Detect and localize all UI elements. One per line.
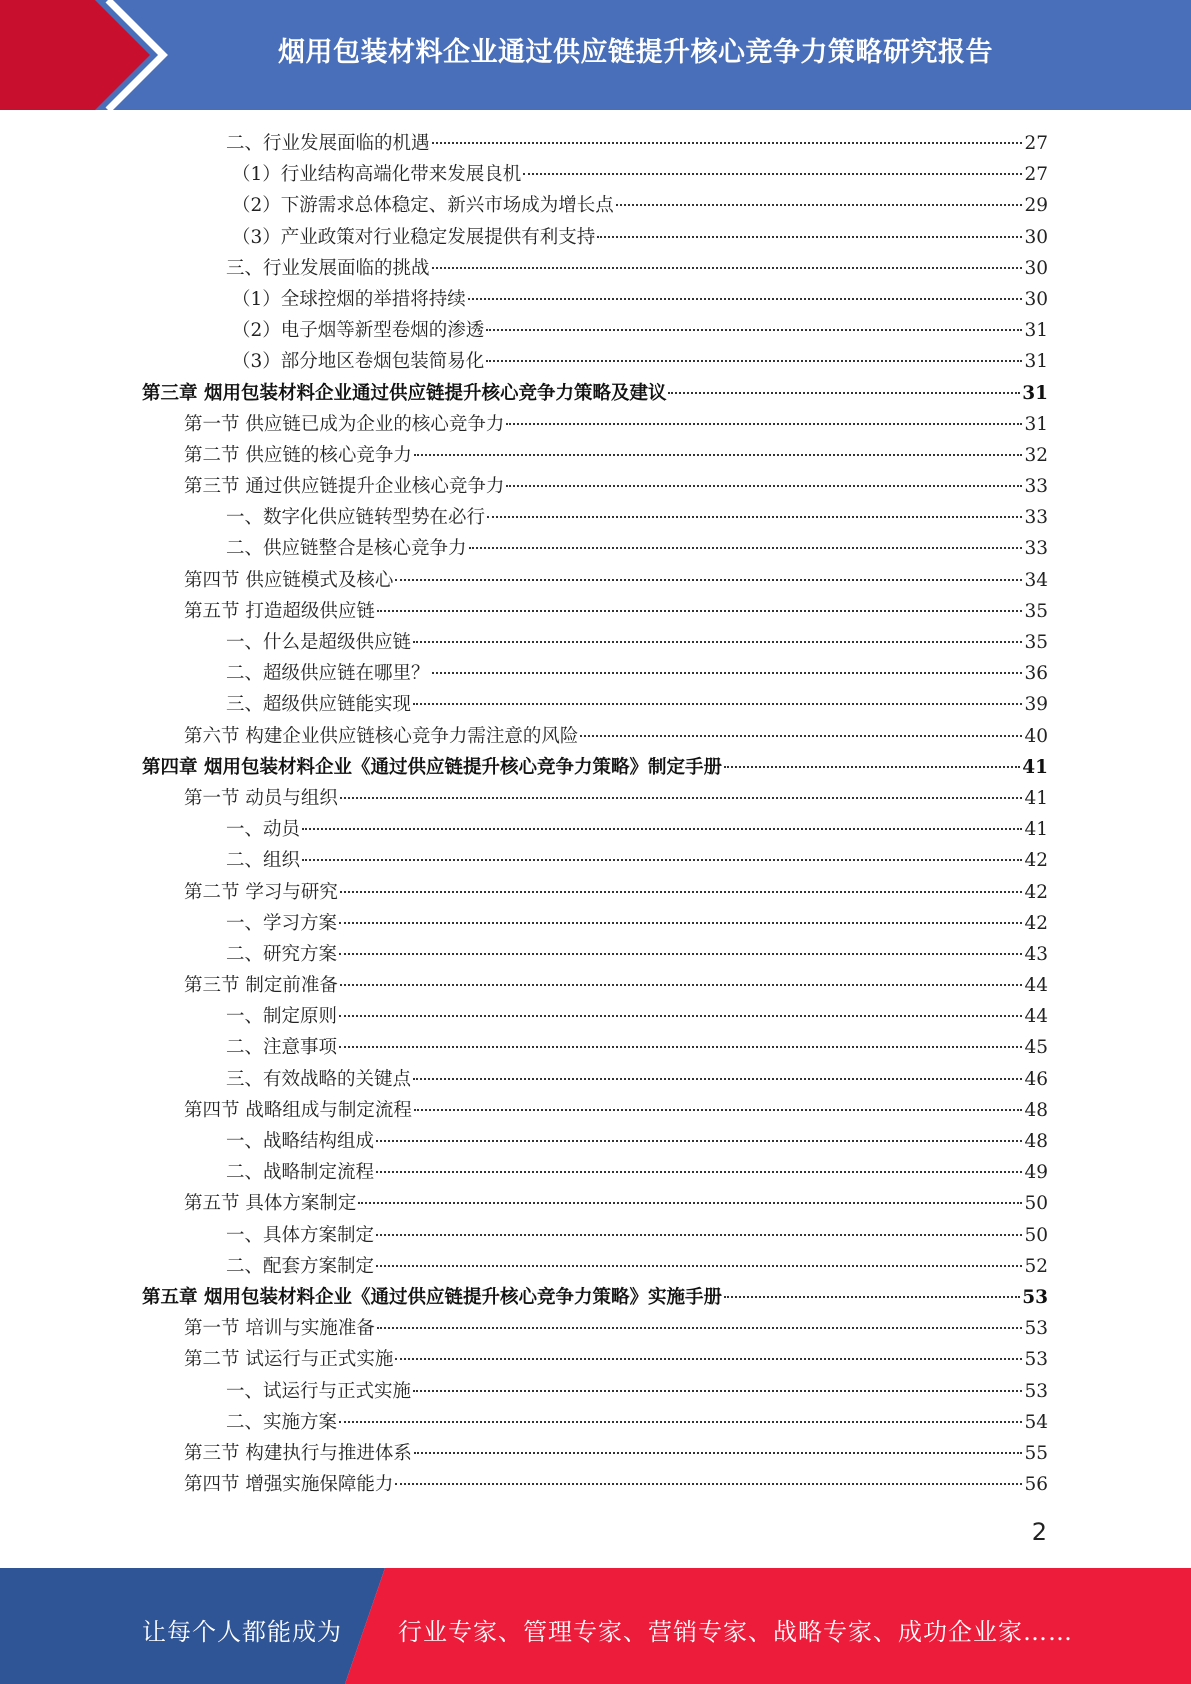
- toc-entry[interactable]: [142, 783, 1048, 814]
- toc-entry-label: 第四节 供应链模式及核心: [184, 569, 394, 591]
- toc-entry-page: 36: [1024, 663, 1048, 685]
- footer-slogan-left: 让每个人都能成为: [142, 1618, 342, 1646]
- toc-entry-label: 第三节 构建执行与推进体系: [184, 1442, 412, 1464]
- toc-entry[interactable]: [142, 752, 1048, 783]
- toc-entry-page: 34: [1024, 569, 1048, 591]
- toc-entry-page: 33: [1024, 476, 1048, 498]
- toc-entry-label: 第三节 通过供应链提升企业核心竞争力: [184, 476, 505, 498]
- toc-entry-page: 31: [1024, 320, 1048, 342]
- toc-entry[interactable]: [142, 1407, 1048, 1438]
- toc-entry-page: 53: [1024, 1349, 1048, 1371]
- toc-leader-dots: [468, 298, 1023, 300]
- toc-entry-page: 42: [1024, 850, 1048, 872]
- toc-leader-dots: [339, 1015, 1022, 1017]
- toc-entry[interactable]: [142, 1032, 1048, 1063]
- footer-slogan-right: 行业专家、管理专家、营销专家、战略专家、成功企业家……: [398, 1618, 1073, 1646]
- toc-entry[interactable]: [142, 877, 1048, 908]
- toc-entry-label: 第二节 学习与研究: [184, 881, 338, 903]
- toc-leader-dots: [413, 1390, 1022, 1392]
- toc-leader-dots: [414, 1452, 1023, 1454]
- toc-entry-label: 第四章 烟用包装材料企业《通过供应链提升核心竞争力策略》制定手册: [142, 756, 722, 778]
- toc-leader-dots: [597, 236, 1022, 238]
- toc-leader-dots: [414, 454, 1023, 456]
- toc-leader-dots: [358, 1202, 1022, 1204]
- toc-leader-dots: [340, 984, 1023, 986]
- toc-entry[interactable]: [142, 845, 1048, 876]
- toc-entry-label: （1）行业结构高端化带来发展良机: [232, 164, 522, 186]
- toc-entry-page: 48: [1024, 1099, 1048, 1121]
- toc-entry-page: 39: [1024, 694, 1048, 716]
- toc-entry-label: 一、具体方案制定: [226, 1224, 375, 1246]
- toc-entry-page: 44: [1024, 975, 1048, 997]
- toc-entry-label: （3）部分地区卷烟包装简易化: [232, 351, 485, 373]
- toc-entry[interactable]: [142, 565, 1048, 596]
- toc-entry[interactable]: [142, 1313, 1048, 1344]
- toc-entry-label: 一、试运行与正式实施: [226, 1380, 412, 1402]
- page-number: 2: [1031, 1518, 1047, 1546]
- toc-entry-label: 二、组织: [226, 850, 301, 872]
- toc-leader-dots: [376, 1265, 1022, 1267]
- toc-entry[interactable]: [142, 284, 1048, 315]
- toc-entry-page: 40: [1024, 725, 1048, 747]
- toc-leader-dots: [339, 953, 1022, 955]
- toc-entry-label: 一、什么是超级供应链: [226, 632, 412, 653]
- toc-entry-page: 33: [1024, 538, 1048, 560]
- toc-entry-page: 54: [1024, 1411, 1048, 1433]
- toc-entry-page: 31: [1024, 351, 1048, 373]
- toc-entry-label: 二、注意事项: [226, 1037, 338, 1059]
- toc-entry-page: 35: [1024, 600, 1048, 622]
- toc-entry[interactable]: [142, 346, 1048, 377]
- toc-entry-page: 42: [1024, 912, 1048, 934]
- page-footer: [0, 1568, 1191, 1684]
- toc-entry-page: 35: [1024, 632, 1048, 653]
- toc-leader-dots: [724, 766, 1020, 768]
- toc-entry-page: 56: [1024, 1474, 1048, 1496]
- toc-entry[interactable]: [142, 502, 1048, 533]
- toc-entry-page: 53: [1022, 1286, 1048, 1308]
- toc-entry[interactable]: [142, 596, 1048, 627]
- toc-entry-page: 31: [1024, 413, 1048, 435]
- toc-leader-dots: [616, 204, 1023, 206]
- toc-entry[interactable]: [142, 128, 1048, 159]
- toc-leader-dots: [340, 891, 1023, 893]
- toc-leader-dots: [486, 329, 1022, 331]
- table-of-contents: [142, 128, 1048, 1500]
- toc-leader-dots: [506, 485, 1022, 487]
- toc-entry[interactable]: [142, 471, 1048, 502]
- toc-entry[interactable]: [142, 253, 1048, 284]
- toc-leader-dots: [376, 1234, 1022, 1236]
- report-title: 烟用包装材料企业通过供应链提升核心竞争力策略研究报告: [278, 37, 993, 68]
- toc-entry-page: 31: [1022, 382, 1048, 404]
- toc-entry[interactable]: [142, 1282, 1048, 1313]
- toc-entry-label: 第一节 培训与实施准备: [184, 1318, 375, 1340]
- toc-leader-dots: [580, 735, 1022, 737]
- toc-entry-page: 48: [1024, 1131, 1048, 1152]
- toc-entry-label: 第三章 烟用包装材料企业通过供应链提升核心竞争力策略及建议: [142, 382, 667, 404]
- toc-entry-page: 27: [1024, 133, 1048, 154]
- toc-entry[interactable]: [142, 222, 1048, 253]
- toc-entry[interactable]: [142, 970, 1048, 1001]
- toc-entry[interactable]: [142, 315, 1048, 346]
- toc-leader-dots: [376, 1140, 1022, 1142]
- toc-entry[interactable]: [142, 1157, 1048, 1188]
- toc-entry-label: 二、超级供应链在哪里？: [226, 663, 430, 685]
- toc-entry-label: 第二节 试运行与正式实施: [184, 1349, 394, 1371]
- toc-leader-dots: [340, 797, 1023, 799]
- toc-entry-label: 第四节 增强实施保障能力: [184, 1474, 394, 1496]
- toc-entry-label: 一、数字化供应链转型势在必行: [226, 507, 486, 529]
- toc-entry[interactable]: [142, 190, 1048, 221]
- toc-entry[interactable]: [142, 1220, 1048, 1251]
- toc-entry-page: 50: [1024, 1193, 1048, 1215]
- toc-leader-dots: [339, 922, 1022, 924]
- toc-leader-dots: [377, 610, 1023, 612]
- toc-entry[interactable]: [142, 658, 1048, 689]
- toc-entry-label: 一、战略结构组成: [226, 1131, 375, 1152]
- toc-entry-page: 41: [1022, 756, 1048, 778]
- toc-entry-label: 第一节 动员与组织: [184, 787, 338, 809]
- toc-entry[interactable]: [142, 1001, 1048, 1032]
- toc-leader-dots: [302, 828, 1022, 830]
- toc-entry-page: 41: [1024, 787, 1048, 809]
- toc-entry[interactable]: [142, 814, 1048, 845]
- toc-entry-page: 45: [1024, 1037, 1048, 1059]
- toc-entry-page: 30: [1024, 257, 1048, 279]
- toc-leader-dots: [413, 1078, 1022, 1080]
- toc-leader-dots: [469, 547, 1023, 549]
- toc-entry-page: 30: [1024, 288, 1048, 310]
- toc-leader-dots: [339, 1046, 1022, 1048]
- toc-leader-dots: [395, 579, 1022, 581]
- toc-entry[interactable]: [142, 1438, 1048, 1469]
- toc-entry-label: 第三节 制定前准备: [184, 975, 338, 997]
- page-header: [0, 0, 1191, 110]
- toc-entry-label: 第四节 战略组成与制定流程: [184, 1099, 412, 1121]
- toc-entry-page: 53: [1024, 1380, 1048, 1402]
- toc-entry[interactable]: [142, 1251, 1048, 1282]
- toc-entry-label: 第五节 打造超级供应链: [184, 600, 375, 622]
- toc-leader-dots: [377, 1327, 1023, 1329]
- toc-entry-page: 42: [1024, 881, 1048, 903]
- toc-entry-page: 50: [1024, 1224, 1048, 1246]
- toc-leader-dots: [487, 516, 1022, 518]
- toc-entry-label: 第二节 供应链的核心竞争力: [184, 444, 412, 466]
- toc-entry-page: 41: [1024, 819, 1048, 841]
- toc-entry[interactable]: [142, 440, 1048, 471]
- toc-leader-dots: [413, 703, 1022, 705]
- toc-entry[interactable]: [142, 378, 1048, 409]
- toc-entry[interactable]: [142, 1344, 1048, 1375]
- toc-entry-label: 三、超级供应链能实现: [226, 694, 412, 716]
- toc-leader-dots: [486, 360, 1022, 362]
- toc-leader-dots: [668, 392, 1020, 394]
- toc-entry-label: （2）电子烟等新型卷烟的渗透: [232, 320, 485, 342]
- toc-leader-dots: [302, 859, 1022, 861]
- toc-entry-label: 二、战略制定流程: [226, 1162, 375, 1184]
- toc-leader-dots: [339, 1421, 1022, 1423]
- toc-entry-label: 三、行业发展面临的挑战: [226, 257, 430, 279]
- toc-entry-page: 43: [1024, 943, 1048, 965]
- toc-entry[interactable]: [142, 939, 1048, 970]
- toc-leader-dots: [724, 1296, 1020, 1298]
- toc-entry-label: 二、行业发展面临的机遇: [226, 133, 430, 154]
- toc-entry-page: 44: [1024, 1006, 1048, 1028]
- toc-entry[interactable]: [142, 908, 1048, 939]
- toc-entry-page: 27: [1024, 164, 1048, 186]
- toc-entry-page: 33: [1024, 507, 1048, 529]
- toc-entry-label: （2）下游需求总体稳定、新兴市场成为增长点: [232, 195, 614, 217]
- toc-leader-dots: [432, 672, 1023, 674]
- toc-entry-label: 第五章 烟用包装材料企业《通过供应链提升核心竞争力策略》实施手册: [142, 1286, 722, 1308]
- toc-entry[interactable]: [142, 1469, 1048, 1500]
- toc-entry-label: 二、实施方案: [226, 1411, 338, 1433]
- toc-entry-label: 二、配套方案制定: [226, 1255, 375, 1277]
- toc-entry-label: 三、有效战略的关键点: [226, 1068, 412, 1090]
- toc-entry[interactable]: [142, 1095, 1048, 1126]
- toc-entry-label: （3）产业政策对行业稳定发展提供有利支持: [232, 226, 596, 248]
- toc-entry[interactable]: [142, 627, 1048, 658]
- toc-entry[interactable]: [142, 1188, 1048, 1219]
- toc-entry-page: 53: [1024, 1318, 1048, 1340]
- toc-leader-dots: [413, 641, 1022, 643]
- toc-leader-dots: [414, 1109, 1023, 1111]
- toc-entry-label: （1）全球控烟的举措将持续: [232, 288, 466, 310]
- toc-entry-page: 46: [1024, 1068, 1048, 1090]
- toc-entry-page: 29: [1024, 195, 1048, 217]
- toc-entry[interactable]: [142, 409, 1048, 440]
- toc-entry-page: 32: [1024, 444, 1048, 466]
- toc-entry-page: 30: [1024, 226, 1048, 248]
- toc-entry-label: 一、制定原则: [226, 1006, 338, 1028]
- toc-leader-dots: [432, 142, 1023, 144]
- toc-entry-page: 55: [1024, 1442, 1048, 1464]
- toc-leader-dots: [395, 1483, 1022, 1485]
- toc-entry-page: 52: [1024, 1255, 1048, 1277]
- toc-entry[interactable]: [142, 1376, 1048, 1407]
- toc-entry[interactable]: [142, 689, 1048, 720]
- toc-entry[interactable]: [142, 1064, 1048, 1095]
- toc-entry-label: 二、研究方案: [226, 943, 338, 965]
- toc-entry-label: 第五节 具体方案制定: [184, 1193, 357, 1215]
- toc-entry-label: 一、学习方案: [226, 912, 338, 934]
- toc-leader-dots: [523, 173, 1022, 175]
- toc-entry-page: 49: [1024, 1162, 1048, 1184]
- toc-leader-dots: [376, 1171, 1022, 1173]
- toc-leader-dots: [395, 1358, 1022, 1360]
- toc-entry-label: 一、动员: [226, 819, 301, 841]
- toc-entry-label: 第六节 构建企业供应链核心竞争力需注意的风险: [184, 725, 579, 747]
- toc-entry[interactable]: [142, 159, 1048, 190]
- toc-entry[interactable]: [142, 721, 1048, 752]
- toc-leader-dots: [432, 267, 1023, 269]
- toc-entry[interactable]: [142, 533, 1048, 564]
- toc-entry-label: 二、供应链整合是核心竞争力: [226, 538, 467, 560]
- toc-entry[interactable]: [142, 1126, 1048, 1157]
- toc-leader-dots: [506, 423, 1022, 425]
- toc-entry-label: 第一节 供应链已成为企业的核心竞争力: [184, 413, 505, 435]
